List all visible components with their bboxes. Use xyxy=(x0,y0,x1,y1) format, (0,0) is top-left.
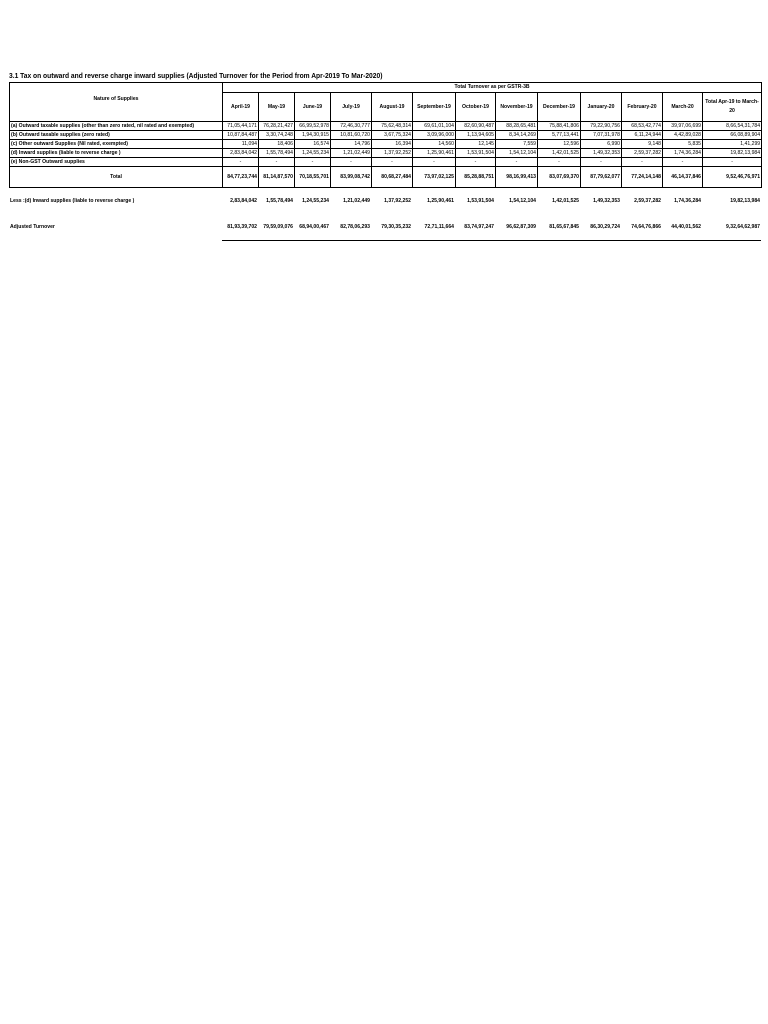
value-cell: - xyxy=(663,158,703,167)
month-header: January-20 xyxy=(581,93,622,122)
value-cell: 68,53,42,774 xyxy=(622,122,663,131)
row-label: (a) Outward taxable supplies (other than zero rated, nil rated and exempted) xyxy=(10,122,223,131)
value-cell: 72,46,30,777 xyxy=(331,122,372,131)
less-cell: 1,49,32,353 xyxy=(593,197,620,204)
value-cell: 11,094 xyxy=(223,140,259,149)
month-header: June-19 xyxy=(295,93,331,122)
value-cell: 79,22,90,756 xyxy=(581,122,622,131)
adjusted-turnover-row xyxy=(9,214,761,241)
value-cell: 1,13,94,605 xyxy=(456,131,496,140)
total-row xyxy=(10,167,762,188)
value-cell: - xyxy=(703,158,762,167)
month-header: May-19 xyxy=(259,93,295,122)
value-cell: 2,59,37,282 xyxy=(622,149,663,158)
total-cell: 46,14,37,846 xyxy=(663,167,703,188)
less-cell: 19,82,13,984 xyxy=(730,197,760,204)
month-header: December-19 xyxy=(538,93,581,122)
total-cell: 70,18,55,701 xyxy=(295,167,331,188)
row-label: (c) Other outward Supplies (Nil rated, exempted) xyxy=(10,140,223,149)
value-cell: 1,53,91,504 xyxy=(456,149,496,158)
value-cell: - xyxy=(372,158,413,167)
value-cell: 6,11,24,944 xyxy=(622,131,663,140)
less-row xyxy=(9,188,761,214)
value-cell: - xyxy=(581,158,622,167)
value-cell: - xyxy=(456,158,496,167)
less-cell: 1,42,01,525 xyxy=(552,197,579,204)
total-cell: 9,52,46,76,971 xyxy=(703,167,762,188)
value-cell: 69,61,01,104 xyxy=(413,122,456,131)
value-cell: - xyxy=(223,158,259,167)
value-cell: 18,406 xyxy=(259,140,295,149)
value-cell: 2,83,84,042 xyxy=(223,149,259,158)
nature-of-supplies-header: Nature of Supplies xyxy=(10,83,223,122)
value-cell: 19,82,13,984 xyxy=(703,149,762,158)
value-cell: - xyxy=(259,158,295,167)
value-cell: 1,42,01,525 xyxy=(538,149,581,158)
less-cell: 1,54,12,104 xyxy=(509,197,536,204)
value-cell: 10,87,84,487 xyxy=(223,131,259,140)
value-cell: 7,07,31,978 xyxy=(581,131,622,140)
total-cell: 85,28,88,751 xyxy=(456,167,496,188)
total-cell: 77,24,14,148 xyxy=(622,167,663,188)
value-cell: 82,60,90,487 xyxy=(456,122,496,131)
adjusted-cell: 79,59,09,076 xyxy=(258,214,294,241)
adjusted-cell: 79,30,35,232 xyxy=(371,214,412,241)
value-cell: - xyxy=(413,158,456,167)
value-cell: 66,99,52,978 xyxy=(295,122,331,131)
adjusted-cell: 68,94,00,467 xyxy=(294,214,330,241)
value-cell: 16,574 xyxy=(295,140,331,149)
value-cell: 5,77,13,441 xyxy=(538,131,581,140)
adjusted-cell: 81,93,39,702 xyxy=(222,214,258,241)
table-row xyxy=(10,131,762,140)
adjusted-cell: 81,65,67,845 xyxy=(537,214,580,241)
less-cell: 1,21,02,449 xyxy=(343,197,370,204)
month-header: September-19 xyxy=(413,93,456,122)
value-cell: 7,559 xyxy=(496,140,538,149)
value-cell: - xyxy=(538,158,581,167)
value-cell: 10,81,60,720 xyxy=(331,131,372,140)
value-cell: - xyxy=(496,158,538,167)
value-cell: 75,62,48,314 xyxy=(372,122,413,131)
less-cell: 2,83,84,042 xyxy=(230,197,257,204)
less-cell: 1,24,55,234 xyxy=(302,197,329,204)
row-label: (e) Non-GST Outward supplies xyxy=(10,158,223,167)
value-cell: 1,24,55,234 xyxy=(295,149,331,158)
value-cell: 8,34,14,269 xyxy=(496,131,538,140)
less-cell: 1,74,36,284 xyxy=(674,197,701,204)
value-cell: 66,08,89,904 xyxy=(703,131,762,140)
less-cell: 1,53,91,504 xyxy=(467,197,494,204)
value-cell: 9,148 xyxy=(622,140,663,149)
month-header: August-19 xyxy=(372,93,413,122)
total-cell: 84,77,23,744 xyxy=(223,167,259,188)
value-cell: 4,42,89,028 xyxy=(663,131,703,140)
turnover-sheet xyxy=(9,70,761,241)
value-cell: 16,394 xyxy=(372,140,413,149)
value-cell: - xyxy=(622,158,663,167)
value-cell: 1,49,32,353 xyxy=(581,149,622,158)
value-cell: 8,66,54,31,784 xyxy=(703,122,762,131)
month-header: March-20 xyxy=(663,93,703,122)
less-cell: 1,25,90,461 xyxy=(427,197,454,204)
table-row xyxy=(10,158,762,167)
group-header: Total Turnover as per GSTR-3B xyxy=(223,83,762,93)
value-cell: 88,28,65,481 xyxy=(496,122,538,131)
month-header: Total Apr-19 to March-20 xyxy=(703,93,762,122)
less-label: Less :(d) Inward supplies (liable to reverse charge ) xyxy=(10,197,135,204)
total-cell: 98,16,99,413 xyxy=(496,167,538,188)
value-cell: 3,09,96,000 xyxy=(413,131,456,140)
adjusted-cell: 72,71,11,664 xyxy=(412,214,455,241)
month-header: October-19 xyxy=(456,93,496,122)
table-row xyxy=(10,149,762,158)
less-cell: 2,59,37,282 xyxy=(634,197,661,204)
adjusted-cell: 74,64,76,866 xyxy=(621,214,662,241)
value-cell: 1,25,90,461 xyxy=(413,149,456,158)
value-cell: 1,55,78,494 xyxy=(259,149,295,158)
table-row xyxy=(10,122,762,131)
turnover-table xyxy=(9,82,762,188)
value-cell: 6,990 xyxy=(581,140,622,149)
less-cell: 1,55,78,494 xyxy=(266,197,293,204)
adjusted-cell: 86,30,29,724 xyxy=(580,214,621,241)
value-cell: 76,28,21,427 xyxy=(259,122,295,131)
adjusted-cell: 82,78,06,293 xyxy=(330,214,371,241)
value-cell: - xyxy=(331,158,372,167)
month-header: April-19 xyxy=(223,93,259,122)
adjusted-cell: 9,32,64,62,987 xyxy=(702,214,761,241)
total-cell: 87,79,62,077 xyxy=(581,167,622,188)
value-cell: 14,796 xyxy=(331,140,372,149)
total-cell: 80,68,27,484 xyxy=(372,167,413,188)
value-cell: 1,54,12,104 xyxy=(496,149,538,158)
value-cell: - xyxy=(295,158,331,167)
total-label: Total xyxy=(10,167,223,188)
value-cell: 75,88,41,806 xyxy=(538,122,581,131)
value-cell: 1,21,02,449 xyxy=(331,149,372,158)
row-label: (b) Outward taxable supplies (zero rated) xyxy=(10,131,223,140)
value-cell: 1,41,299 xyxy=(703,140,762,149)
value-cell: 14,560 xyxy=(413,140,456,149)
adjusted-cell: 44,40,01,562 xyxy=(662,214,702,241)
adjusted-label: Adjusted Turnover xyxy=(10,223,55,230)
month-header: July-19 xyxy=(331,93,372,122)
value-cell: 12,145 xyxy=(456,140,496,149)
month-header: February-20 xyxy=(622,93,663,122)
value-cell: 71,05,44,171 xyxy=(223,122,259,131)
value-cell: 3,30,74,248 xyxy=(259,131,295,140)
value-cell: 1,74,36,284 xyxy=(663,149,703,158)
value-cell: 39,97,06,699 xyxy=(663,122,703,131)
total-cell: 81,14,87,570 xyxy=(259,167,295,188)
adjusted-cell: 96,62,87,309 xyxy=(495,214,537,241)
value-cell: 1,94,30,915 xyxy=(295,131,331,140)
sheet-title: 3.1 Tax on outward and reverse charge inward supplies (Adjusted Turnover for the Period from Apr-2019 To Mar-2020) xyxy=(9,71,383,80)
value-cell: 12,596 xyxy=(538,140,581,149)
value-cell: 5,835 xyxy=(663,140,703,149)
adjusted-cell: 83,74,97,247 xyxy=(455,214,495,241)
total-cell: 83,07,69,370 xyxy=(538,167,581,188)
total-cell: 73,97,02,125 xyxy=(413,167,456,188)
header-row-group xyxy=(10,83,762,93)
less-cell: 1,37,92,252 xyxy=(384,197,411,204)
summary-table xyxy=(9,188,761,241)
table-row xyxy=(10,140,762,149)
value-cell: 3,67,75,324 xyxy=(372,131,413,140)
total-cell: 83,99,08,742 xyxy=(331,167,372,188)
row-label: (d) Inward supplies (liable to reverse charge ) xyxy=(10,149,223,158)
month-header: November-19 xyxy=(496,93,538,122)
value-cell: 1,37,92,252 xyxy=(372,149,413,158)
